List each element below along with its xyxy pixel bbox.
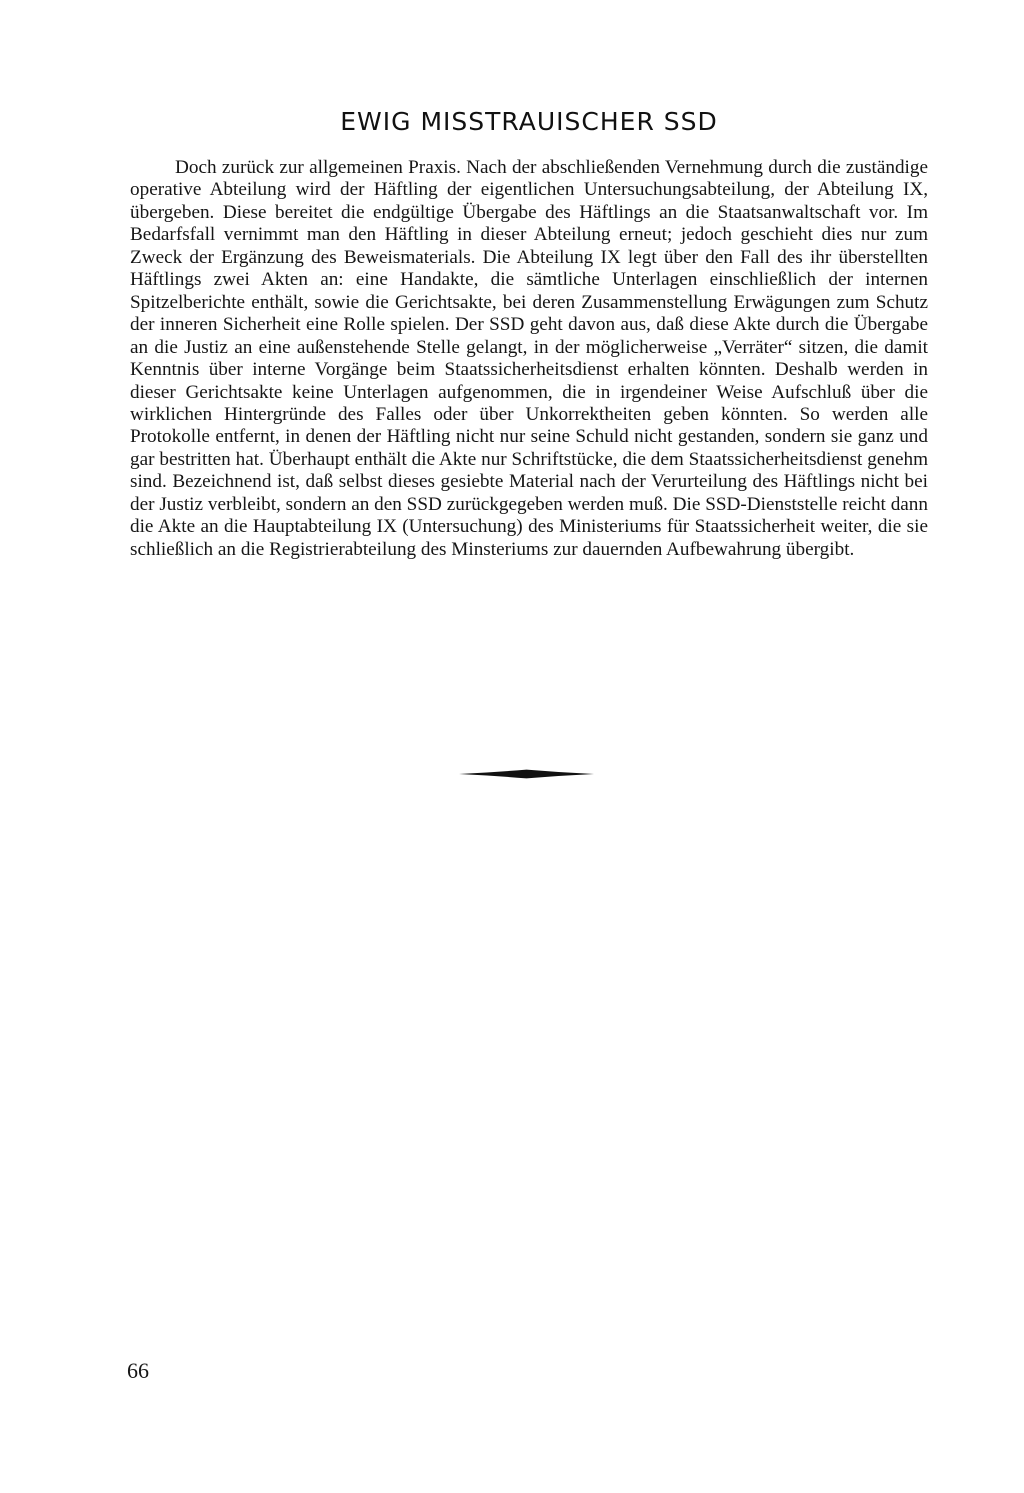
- section-heading: EWIG MISSTRAUISCHER SSD: [340, 107, 718, 136]
- ornamental-rule-icon: [459, 764, 594, 784]
- body-paragraph: Doch zurück zur allgemeinen Praxis. Nach der abschließenden Vernehmung durch die zuständige operative Abteilung wird der Häftling der eigentlichen Untersuchungsabteilung, der Abteilung IX, übergeben. Diese bereitet die endgültige Übergabe des Häftlings an die Staatsanwaltschaft vor. Im Bedarfsfall vernimmt man den Häftling in dieser Abteilung erneut; jedoch geschieht dies nur zum Zweck der Ergänzung des Beweismaterials. Die Abteilung IX legt über den Fall des ihr überstellten Häftlings zwei Akten an: eine Handakte, die sämtliche Unterlagen einschließlich der internen Spitzelberichte enthält, sowie die Gerichtsakte, bei deren Zusammenstellung Erwägungen zum Schutz der inneren Sicherheit eine Rolle spielen. Der SSD geht davon aus, daß diese Akte durch die Übergabe an die Justiz an eine außenstehende Stelle gelangt, in der möglicherweise „Verräter“ sitzen, die damit Kenntnis über interne Vorgänge beim Staatssicherheitsdienst erhalten könnten. Deshalb werden in dieser Gerichtsakte keine Unterlagen aufgenommen, die in irgendeiner Weise Aufschluß über die wirklichen Hintergründe des Falles oder über Unkorrektheiten geben könnten. So werden alle Protokolle entfernt, in denen der Häftling nicht nur seine Schuld nicht gestanden, sondern sie ganz und gar bestritten hat. Überhaupt enthält die Akte nur Schriftstücke, die dem Staatssicherheitsdienst genehm sind. Bezeichnend ist, daß selbst dieses gesiebte Material nach der Verurteilung des Häftlings nicht bei der Justiz verbleibt, sondern an den SSD zurückgegeben werden muß. Die SSD-Dienststelle reicht dann die Akte an die Hauptabteilung IX (Untersuchung) des Ministeriums für Staatssicherheit weiter, die sie schließlich an die Registrierabteilung des Minsteriums zur dauernden Aufbewahrung übergibt.: [130, 157, 928, 560]
- page-number: 66: [127, 1358, 149, 1383]
